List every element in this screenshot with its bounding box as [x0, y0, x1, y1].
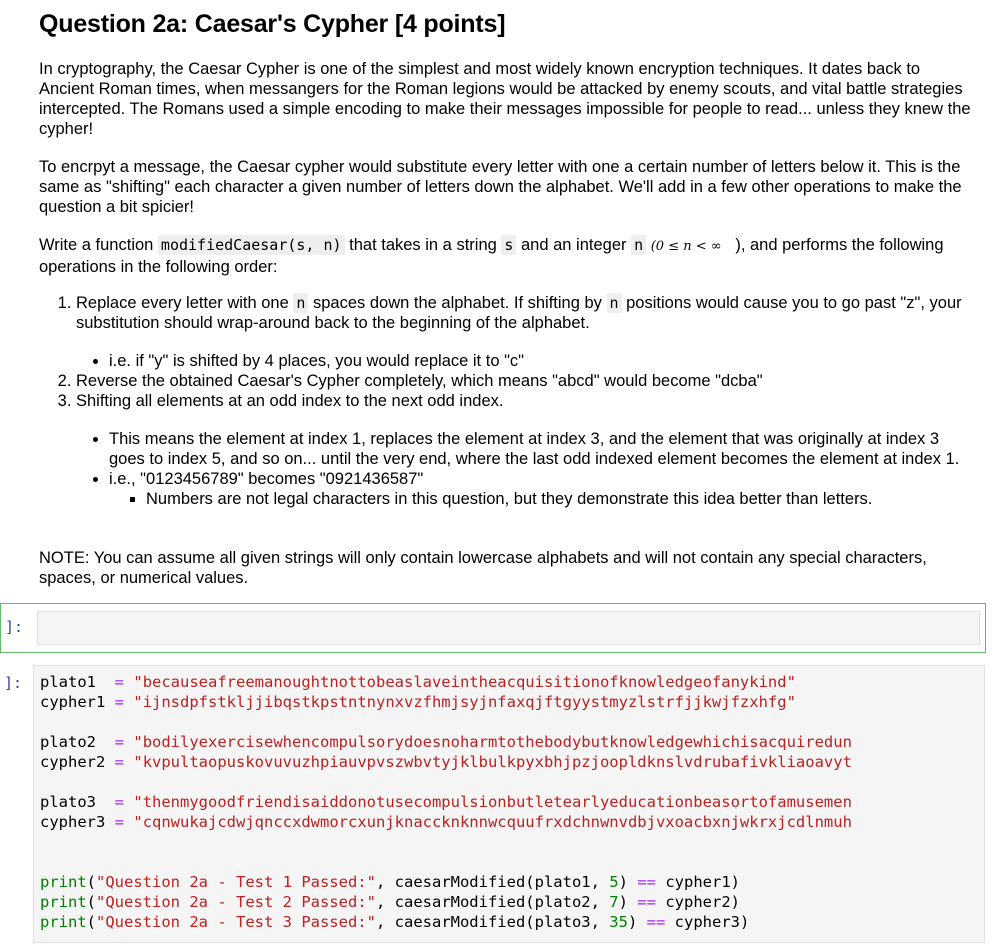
step-1-n2: n	[607, 293, 622, 313]
note-paragraph	[39, 548, 974, 588]
test-code-cell[interactable]	[33, 665, 985, 943]
code-line: plato1 = "becauseafreemanoughtnottobeaslaveintheacquisitionofknowledgeofanykind"	[40, 673, 796, 691]
code-line: print("Question 2a - Test 2 Passed:", caesarModified(plato2, 7) == cypher2)	[40, 893, 740, 911]
function-spec-text: Write a function modifiedCaesar(s, n) that takes in a string s and an integer n (0 ≤ n < ∞ ), and performs the following operations in the following order:	[39, 236, 944, 276]
code-line: plato3 = "thenmygoodfriendisaiddonotusecompulsionbutletearlyeducationbeasortofamusemen	[40, 793, 852, 811]
step-3-example: • i.e., "0123456789" becomes "0921436587" ▪ Numbers are not legal characters in this question, but they demonstrate this idea better than letters.	[109, 469, 974, 509]
step-1-example: • i.e. if "y" is shifted by 4 places, you would replace it to "c"	[109, 351, 974, 371]
description-paragraph	[39, 157, 974, 217]
function-spec-paragraph	[39, 235, 974, 277]
step-3-note: ▪ Numbers are not legal characters in this question, but they demonstrate this idea better than letters.	[146, 489, 974, 509]
step-3-detail: • This means the element at index 1, replaces the element at index 3, and the element that was originally at index 3 goes to index 5, and so on... until the very end, where the last odd indexed element becomes the element at index 1.	[109, 429, 974, 469]
note-text: NOTE: You can assume all given strings will only contain lowercase alphabets and will not contain any special characters, spaces, or numerical values.	[39, 549, 927, 587]
empty-code-cell[interactable]	[0, 603, 986, 653]
math-range: (0 ≤ n < ∞	[650, 239, 722, 254]
empty-code-input[interactable]	[37, 611, 980, 645]
code-line: cypher3 = "cqnwukajcdwjqnccxdwmorcxunjknaccknknnwcquufrxdchnwnvdbjvxoacbxnjwkrxjcdlnmuh	[40, 813, 852, 831]
cell-prompt: ]:	[5, 618, 24, 636]
param-s: s	[501, 235, 516, 255]
step-3: 3. Shifting all elements at an odd index to the next odd index. • This means the element at index 1, replaces the element at index 3, and the element that was originally at index 3 goes to index 5, and so on... until the very end, where the last odd indexed element becomes the element at index 1. • i.e., "0123456789" becomes "0921436587" ▪ Numbers are not legal characters in this question, but they demonstrate this idea better than letters.	[76, 391, 974, 509]
step-1: 1. Replace every letter with one n spaces down the alphabet. If shifting by n positions would cause you to go past "z", your substitution should wrap-around back to the beginning of the alphabet. • i.e. if "y" is shifted by 4 places, you would replace it to "c"	[76, 293, 974, 371]
question-title: Question 2a: Caesar's Cypher [4 points]	[39, 10, 506, 38]
steps-list	[39, 293, 974, 509]
code-line: plato2 = "bodilyexercisewhencompulsorydoesnoharmtothebodybutknowledgewhichisacquiredun	[40, 733, 852, 751]
step-2: 2. Reverse the obtained Caesar's Cypher completely, which means "abcd" would become "dcba"	[76, 371, 974, 391]
code-line: print("Question 2a - Test 1 Passed:", caesarModified(plato1, 5) == cypher1)	[40, 873, 740, 891]
function-signature: modifiedCaesar(s, n)	[158, 235, 345, 255]
code-line: print("Question 2a - Test 3 Passed:", caesarModified(plato3, 35) == cypher3)	[40, 913, 750, 931]
code-line: cypher1 = "ijnsdpfstkljjibqstkpstntnynxvzfhmjsyjnfaxqjftgyystmyzlstrfjjkwjfzxhfg"	[40, 693, 796, 711]
description-text: To encrpyt a message, the Caesar cypher would substitute every letter with one a certain number of letters below it. This is the same as "shifting" each character a given number of letters down the alphabet. We'll add in a few other operations to make the question a bit spicier!	[39, 158, 962, 216]
step-1-n: n	[293, 293, 308, 313]
intro-text: In cryptography, the Caesar Cypher is one of the simplest and most widely known encryption techniques. It dates back to Ancient Roman times, when messangers for the Roman legions would be attacked by enemy scouts, and vital battle strategies intercepted. The Romans used a simple encoding to make their messages impossible for people to read... unless they knew the cypher!	[39, 60, 971, 138]
cell-prompt: ]:	[4, 674, 23, 692]
code-editor[interactable]	[40, 672, 852, 932]
param-n: n	[631, 235, 646, 255]
intro-paragraph	[39, 59, 974, 139]
code-line: cypher2 = "kvpultaopuskovuvuzhpiauvpvszwbvtyjklbulkpyxbhjpzjoopldknslvdrubafivkliaoavyt	[40, 753, 852, 771]
